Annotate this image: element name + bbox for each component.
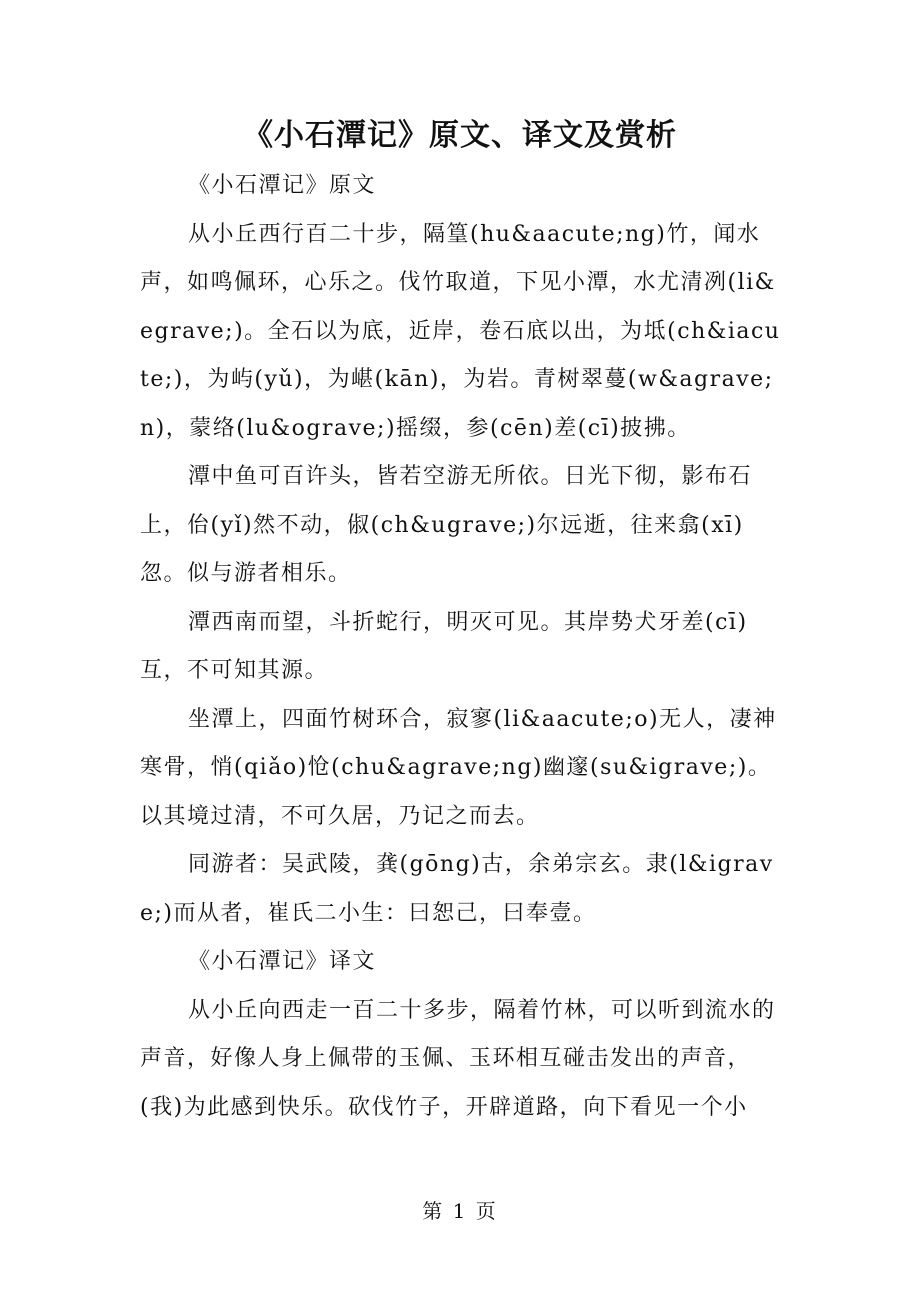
paragraph: 坐潭上，四面竹树环合，寂寥(li&aacute;o)无人，凄神寒骨，悄(qiǎo)怆(chu&agrave;ng)幽邃(su&igrave;)。以其境过清，不可久居，乃记之而去。 [140,706,777,829]
paragraph: 潭中鱼可百许头，皆若空游无所依。日光下彻，影布石上，佁(yǐ)然不动，俶(ch&ugrave;)尔远逝，往来翕(xī)忽。似与游者相乐。 [140,464,753,586]
paragraph: 从小丘向西走一百二十多步，隔着竹林，可以听到流水的声音，好像人身上佩带的玉佩、玉环相互碰击发出的声音，(我)为此感到快乐。砍伐竹子，开辟道路，向下看见一个小 [140,997,776,1120]
section-heading-translation: 《小石潭记》译文 [188,949,377,974]
paragraph: 同游者：吴武陵，龚(gōng)古，余弟宗玄。隶(l&igrave;)而从者，崔氏二小生：曰恕己，曰奉壹。 [140,852,774,926]
section-heading-original: 《小石潭记》原文 [188,173,377,198]
page-number: 第 1 页 [422,1199,498,1223]
document-title: 《小石潭记》原文、译文及赏析 [243,118,677,153]
document-body [140,162,790,1132]
paragraph: 潭西南而望，斗折蛇行，明灭可见。其岸势犬牙差(cī)互，不可知其源。 [140,609,748,683]
paragraph: 从小丘西行百二十步，隔篁(hu&aacute;ng)竹，闻水声，如鸣佩环，心乐之。伐竹取道，下见小潭，水尤清冽(li&egrave;)。全石以为底，近岸，卷石底以出，为坻(ch&iacute;)，为屿(yǔ)，为嵁(kān)，为岩。青树翠蔓(w&agrave;n)，蒙络(lu&ograve;)摇缀，参(cēn)差(cī)披拂。 [140,221,781,441]
